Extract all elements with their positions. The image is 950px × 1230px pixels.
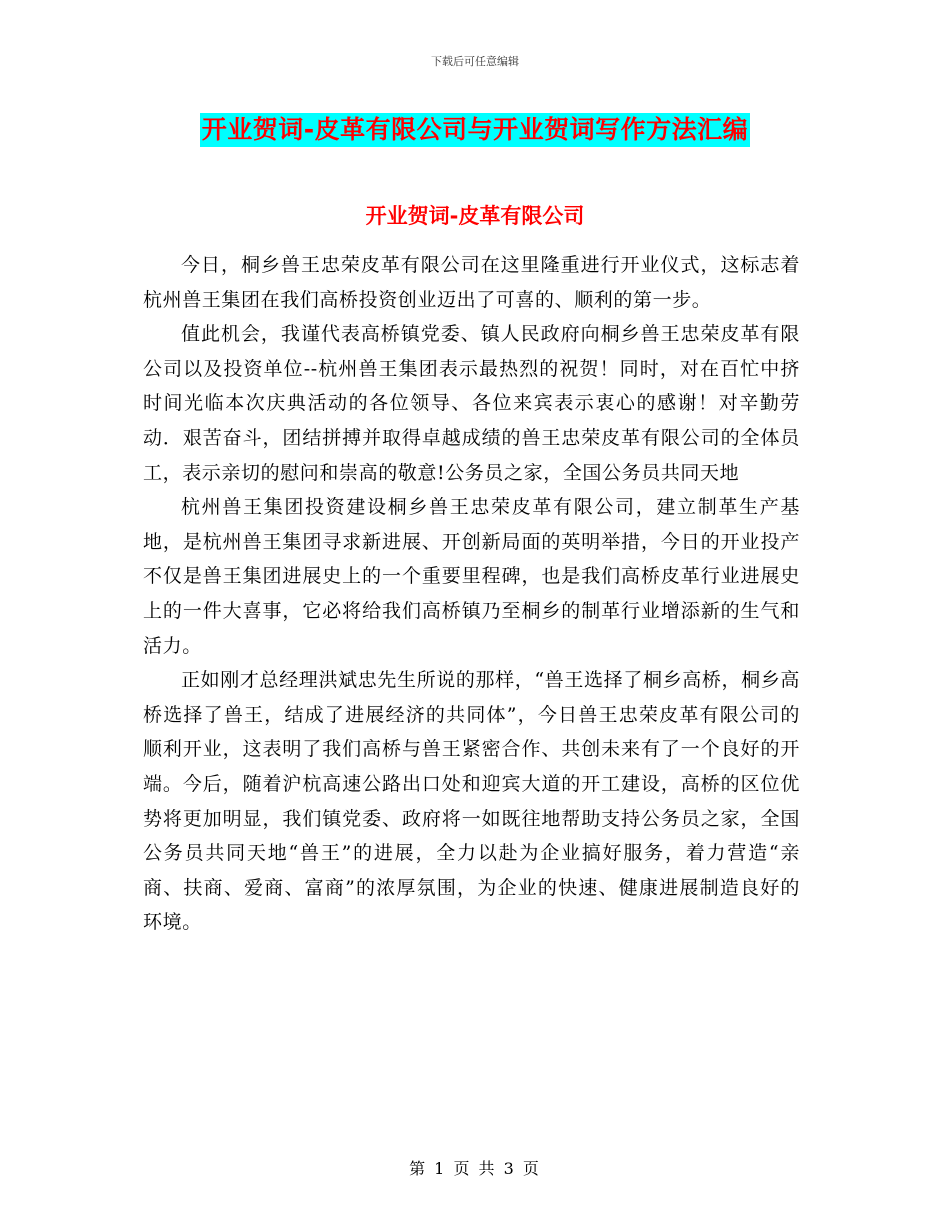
document-title-container bbox=[0, 113, 950, 147]
page-number: 第 1 页 共 3 页 bbox=[409, 1159, 541, 1178]
page-header-note: 下载后可任意编辑 bbox=[431, 55, 519, 68]
paragraph: 值此机会，我谨代表高桥镇党委、镇人民政府向桐乡兽王忠荣皮革有限公司以及投资单位--杭州兽王集团表示最热烈的祝贺！同时，对在百忙中挤时间光临本次庆典活动的各位领导、各位来宾表示衷心的感谢！对辛勤劳动．艰苦奋斗，团结拼搏并取得卓越成绩的兽王忠荣皮革有限公司的全体员工，表示亲切的慰问和崇高的敬意!公务员之家，全国公务员共同天地 bbox=[143, 323, 800, 484]
section-title: 开业贺词-皮革有限公司 bbox=[365, 204, 585, 228]
paragraph: 正如刚才总经理洪斌忠先生所说的那样，“兽王选择了桐乡高桥，桐乡高桥选择了兽王，结成了进展经济的共同体”，今日兽王忠荣皮革有限公司的顺利开业，这表明了我们高桥与兽王紧密合作、共创未来有了一个良好的开端。今后，随着沪杭高速公路出口处和迎宾大道的开工建设，高桥的区位优势将更加明显，我们镇党委、政府将一如既往地帮助支持公务员之家，全国公务员共同天地“兽王”的进展，全力以赴为企业搞好服务，着力营造“亲商、扶商、爱商、富商”的浓厚氛围，为企业的快速、健康进展制造良好的环境。 bbox=[143, 669, 800, 934]
document-body bbox=[143, 248, 800, 940]
document-title: 开业贺词-皮革有限公司与开业贺词写作方法汇编 bbox=[200, 113, 750, 147]
paragraph: 今日，桐乡兽王忠荣皮革有限公司在这里隆重进行开业仪式，这标志着杭州兽王集团在我们高桥投资创业迈出了可喜的、顺利的第一步。 bbox=[143, 254, 800, 311]
paragraph: 杭州兽王集团投资建设桐乡兽王忠荣皮革有限公司，建立制革生产基地，是杭州兽王集团寻求新进展、开创新局面的英明举措，今日的开业投产不仅是兽王集团进展史上的一个重要里程碑，也是我们高桥皮革行业进展史上的一件大喜事，它必将给我们高桥镇乃至桐乡的制革行业增添新的生气和活力。 bbox=[143, 496, 800, 657]
